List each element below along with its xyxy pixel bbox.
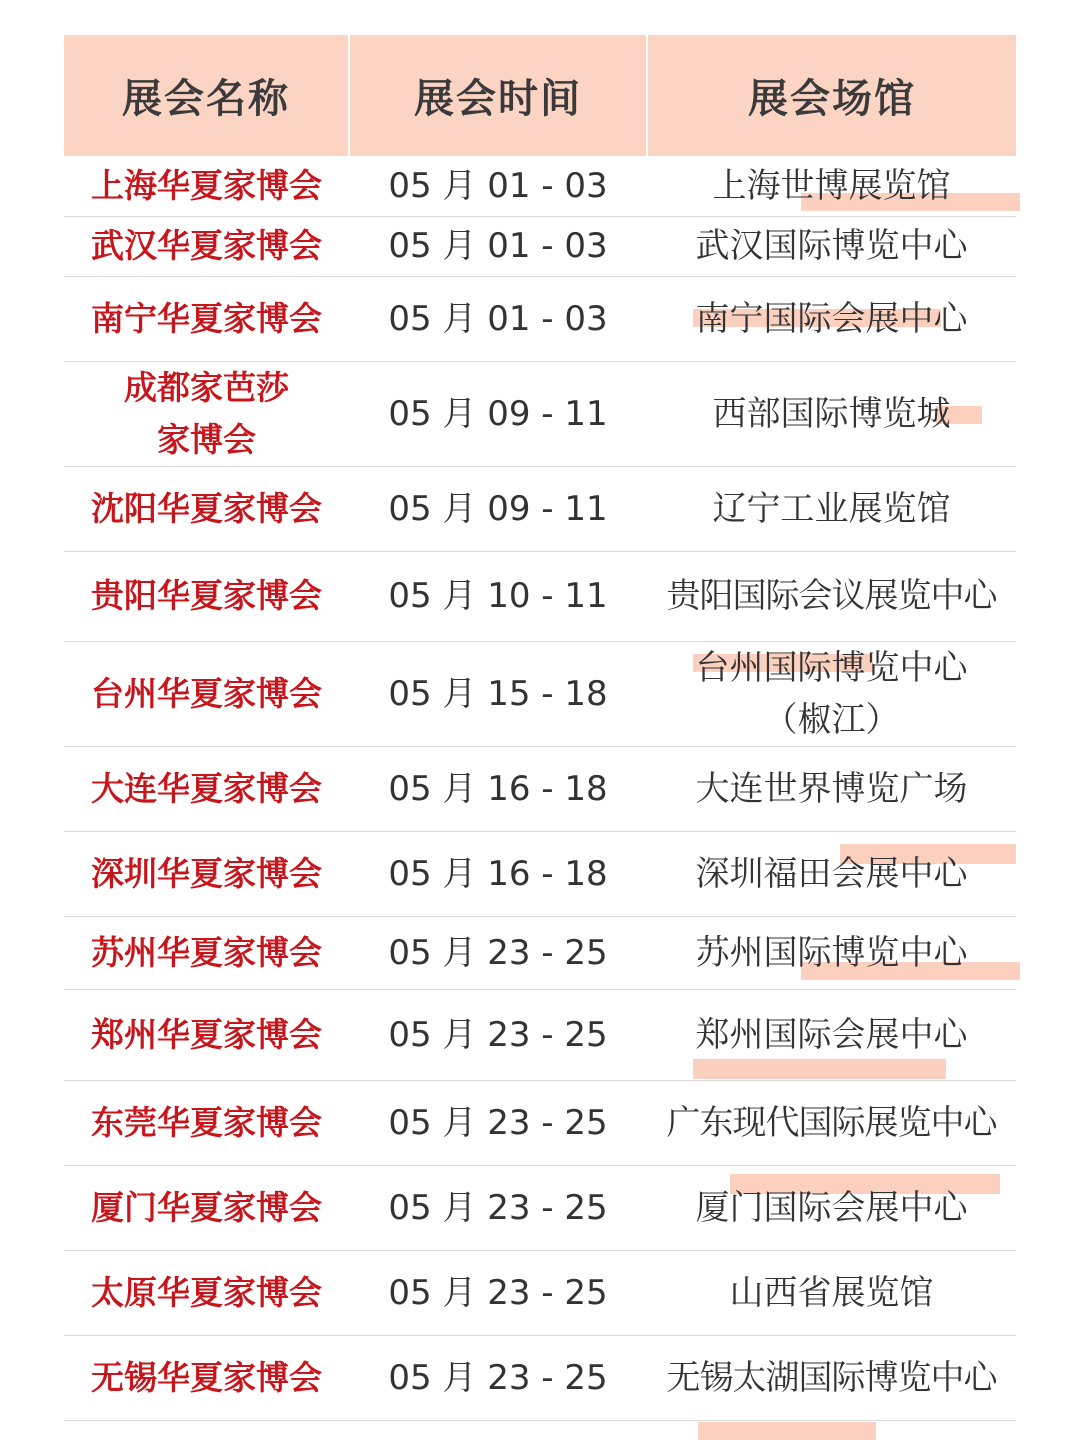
expo-name [64, 361, 349, 466]
table-row [64, 1080, 1016, 1165]
table-row [64, 361, 1016, 466]
venue-text: 山西省展览馆 [729, 1272, 934, 1313]
expo-name: 南宁华夏家博会 [64, 276, 349, 361]
table-header [64, 35, 1016, 156]
table-row [64, 1165, 1016, 1250]
highlight-mark [693, 1059, 946, 1079]
venue-text: 广东现代国际展览中心 [666, 1102, 997, 1143]
expo-venue [647, 1165, 1016, 1250]
table-row [64, 156, 1016, 216]
expo-date: 05 月 10 - 11 [349, 551, 647, 641]
venue-text: 大连世界博览广场 [695, 768, 968, 809]
expo-date: 05 月 16 - 18 [349, 746, 647, 831]
expo-venue [647, 276, 1016, 361]
highlight-mark-bottom [698, 1422, 876, 1440]
expo-name: 厦门华夏家博会 [64, 1165, 349, 1250]
expo-name: 无锡华夏家博会 [64, 1335, 349, 1420]
venue-text: 厦门国际会展中心 [695, 1187, 968, 1228]
expo-venue [647, 1335, 1016, 1420]
table-row [64, 466, 1016, 551]
expo-venue [647, 831, 1016, 916]
header-expo-time: 展会时间 [349, 35, 647, 156]
expo-schedule-table [64, 35, 1016, 1421]
venue-text: 无锡太湖国际博览中心 [666, 1357, 997, 1398]
expo-name: 台州华夏家博会 [64, 641, 349, 746]
expo-name: 上海华夏家博会 [64, 156, 349, 216]
expo-name: 深圳华夏家博会 [64, 831, 349, 916]
expo-venue [647, 1080, 1016, 1165]
table-row [64, 916, 1016, 989]
table-row [64, 551, 1016, 641]
table-row [64, 1335, 1016, 1420]
table-row [64, 1250, 1016, 1335]
venue-text: 辽宁工业展览馆 [712, 488, 951, 529]
expo-date: 05 月 01 - 03 [349, 216, 647, 276]
expo-venue [647, 216, 1016, 276]
expo-name-line: 成都家芭莎 [124, 367, 289, 407]
expo-date: 05 月 23 - 25 [349, 1165, 647, 1250]
expo-venue [647, 551, 1016, 641]
expo-date: 05 月 16 - 18 [349, 831, 647, 916]
venue-text: 苏州国际博览中心 [695, 932, 968, 973]
table-body [64, 156, 1016, 1420]
table-row [64, 216, 1016, 276]
expo-date: 05 月 23 - 25 [349, 1080, 647, 1165]
expo-name: 郑州华夏家博会 [64, 989, 349, 1080]
expo-date: 05 月 23 - 25 [349, 916, 647, 989]
venue-text: 西部国际博览城 [712, 393, 951, 434]
expo-schedule-table-container [64, 35, 1016, 1421]
header-expo-name: 展会名称 [64, 35, 349, 156]
venue-text: 郑州国际会展中心 [695, 1014, 968, 1055]
expo-date: 05 月 23 - 25 [349, 1335, 647, 1420]
header-expo-venue: 展会场馆 [647, 35, 1016, 156]
venue-text: 贵阳国际会议展览中心 [666, 576, 997, 616]
expo-name-line: 家博会 [157, 419, 256, 459]
expo-venue [647, 989, 1016, 1080]
expo-venue [647, 156, 1016, 216]
header-row [64, 35, 1016, 156]
expo-venue [647, 466, 1016, 551]
table-row [64, 746, 1016, 831]
expo-date: 05 月 01 - 03 [349, 276, 647, 361]
expo-date: 05 月 23 - 25 [349, 989, 647, 1080]
expo-date: 05 月 09 - 11 [349, 466, 647, 551]
expo-date: 05 月 01 - 03 [349, 156, 647, 216]
expo-date: 05 月 09 - 11 [349, 361, 647, 466]
venue-text: 上海世博展览馆 [712, 165, 951, 206]
table-row [64, 831, 1016, 916]
expo-venue [647, 916, 1016, 989]
expo-name: 沈阳华夏家博会 [64, 466, 349, 551]
expo-name: 贵阳华夏家博会 [64, 551, 349, 641]
expo-venue [647, 746, 1016, 831]
venue-text: 南宁国际会展中心 [695, 298, 968, 339]
venue-text: 武汉国际博览中心 [695, 226, 968, 266]
table-row [64, 641, 1016, 746]
expo-name: 武汉华夏家博会 [64, 216, 349, 276]
table-row [64, 276, 1016, 361]
expo-name: 太原华夏家博会 [64, 1250, 349, 1335]
table-row [64, 989, 1016, 1080]
expo-venue [647, 361, 1016, 466]
expo-venue [647, 641, 1016, 746]
expo-date: 05 月 15 - 18 [349, 641, 647, 746]
venue-text: （椒江） [763, 699, 900, 740]
expo-venue [647, 1250, 1016, 1335]
venue-text: 深圳福田会展中心 [695, 853, 968, 894]
expo-name: 大连华夏家博会 [64, 746, 349, 831]
expo-date: 05 月 23 - 25 [349, 1250, 647, 1335]
venue-text: 台州国际博览中心 [695, 647, 968, 688]
expo-name: 东莞华夏家博会 [64, 1080, 349, 1165]
expo-name: 苏州华夏家博会 [64, 916, 349, 989]
